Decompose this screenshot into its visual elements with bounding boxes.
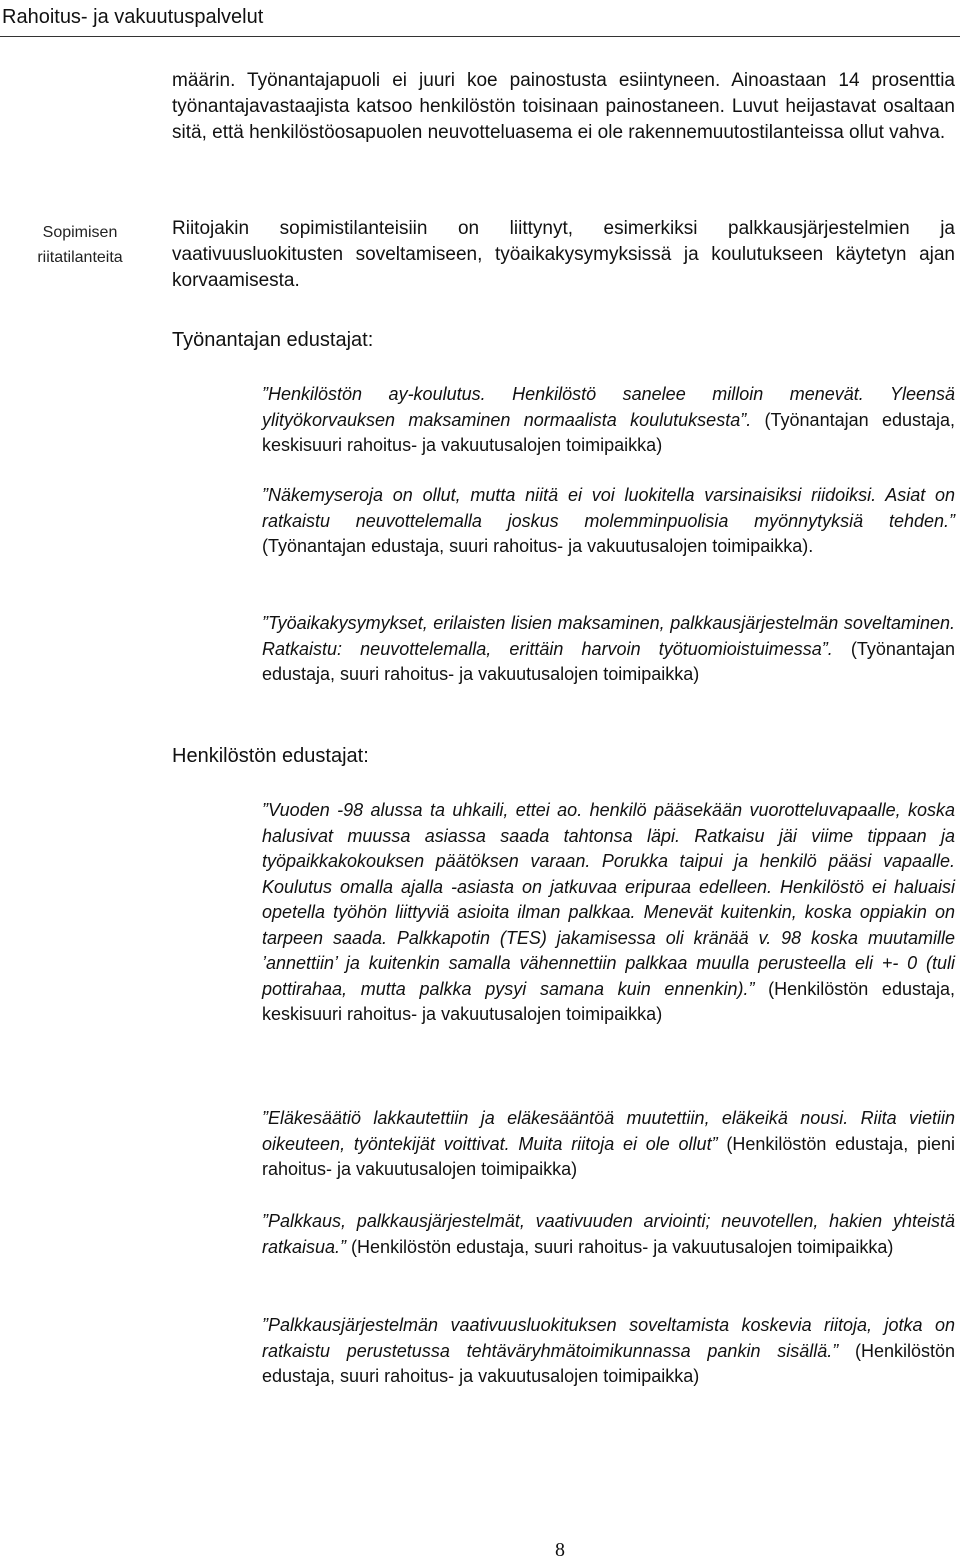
- margin-note-line2: riitatilanteita: [37, 249, 123, 266]
- staff-quote-3: [262, 1209, 955, 1260]
- margin-note: [5, 220, 155, 270]
- quote-source: (Työnantajan edustaja, suuri rahoitus- ja vakuutusalojen toimipaikka): [262, 638, 955, 684]
- quote-source: (Henkilöstön edustaja, pieni rahoitus- ja vakuutusalojen toimipaikka): [262, 1133, 955, 1179]
- quote-source: (Työnantajan edustaja, suuri rahoitus- ja vakuutusalojen toimipaikka).: [262, 536, 814, 556]
- employer-quote-2: [262, 483, 955, 560]
- page-number: 8: [555, 1539, 565, 1561]
- running-header: [0, 0, 960, 40]
- quote-text: ”Työaikakysymykset, erilaisten lisien maksaminen, palkkausjärjestelmän soveltaminen. Ratkaistu: neuvottelemalla, erittäin harvoin työtuomioistuimessa”.: [262, 613, 955, 659]
- employer-quote-3: [262, 611, 955, 688]
- quote-source: (Henkilöstön edustaja, suuri rahoitus- ja vakuutusalojen toimipaikka): [346, 1236, 894, 1257]
- employer-quote-1: [262, 382, 955, 459]
- employer-heading: Työnantajan edustajat:: [172, 329, 374, 351]
- intro-paragraph: määrin. Työnantajapuoli ei juuri koe painostusta esiintyneen. Ainoastaan 14 prosenttia työnantajavastaajista katsoo henkilöstön toisinaan painostaneen. Luvut heijastavat osaltaan sitä, että henkilöstöosapuolen neuvotteluasema ei ole rakennemuutostilanteissa ollut vahva.: [172, 70, 955, 143]
- quote-text: ”Henkilöstön ay-koulutus. Henkilöstö sanelee milloin menevät. Yleensä ylityökorvauksen maksaminen normaalista koulutuksesta”.: [262, 384, 955, 430]
- quote-source: (Henkilöstön edustaja, suuri rahoitus- ja vakuutusalojen toimipaikka): [262, 1340, 956, 1386]
- disputes-paragraph: Riitojakin sopimistilanteisiin on liittynyt, esimerkiksi palkkausjärjestelmien ja vaativuusluokitusten soveltamiseen, työaikakysymyksissä ja koulutukseen käytetyn ajan korvaamisesta.: [172, 218, 955, 291]
- quote-text: ”Palkkausjärjestelmän vaativuusluokituksen soveltamista koskevia riitoja, jotka on ratkaistu perustetussa tehtäväryhmätoimikunnassa pankin sisällä.”: [262, 1315, 955, 1361]
- quote-text: ”Näkemyseroja on ollut, mutta niitä ei voi luokitella varsinaisiksi riidoiksi. Asiat on ratkaistu neuvottelemalla joskus molemminpuolisia myönnytyksiä tehden.”: [262, 485, 955, 531]
- quote-text: ”Palkkaus, palkkausjärjestelmät, vaativuuden arviointi; neuvotellen, hakien yhteistä ratkaisua.”: [262, 1211, 955, 1257]
- margin-note-line1: Sopimisen: [42, 224, 118, 241]
- quote-source: (Työnantajan edustaja, keskisuuri rahoitus- ja vakuutusalojen toimipaikka): [262, 409, 955, 455]
- staff-heading: Henkilöstön edustajat:: [172, 745, 369, 767]
- header-rule: [0, 36, 960, 37]
- quote-source: (Henkilöstön edustaja, keskisuuri rahoitus- ja vakuutusalojen toimipaikka): [262, 978, 955, 1024]
- quote-text: ”Eläkesäätiö lakkautettiin ja eläkesääntöä muutettiin, eläkeikä nousi. Riita vietiin oikeuteen, työntekijät voittivat. Muita riitoja ei ole ollut”: [262, 1108, 955, 1154]
- staff-quote-2: [262, 1106, 955, 1183]
- quote-text: ”Vuoden -98 alussa ta uhkaili, ettei ao. henkilö pääsekään vuorotteluvapaalle, koska halusivat muussa asiassa saada tahtonsa läpi. Ratkaisu jäi viime tippaan ja työpaikkakokouksen päätöksen varaan. Porukka taipui ja henkilö pääsi vapaalle. Koulutus omalla ajalla -asiasta on jatkuvaa eripuraa edelleen. Henkilöstö ei haluaisi opetella työhön liittyviä asioita ilman palkkaa. Menevät kuitenkin, koska oppiakin on tarpeen saada. Palkkapotin (TES) jakamisessa oli kränää v. 98 koska muutamille ’annettiin’ ja kuitenkin samalla vähennettiin palkkaa muulla perusteella eli +- 0 (tuli pottirahaa, mutta palkka pysyi samana kuin ennenkin).”: [262, 800, 955, 999]
- staff-quote-1: [262, 798, 955, 1028]
- header-title: Rahoitus- ja vakuutuspalvelut: [2, 6, 264, 28]
- staff-quote-4: [262, 1313, 955, 1390]
